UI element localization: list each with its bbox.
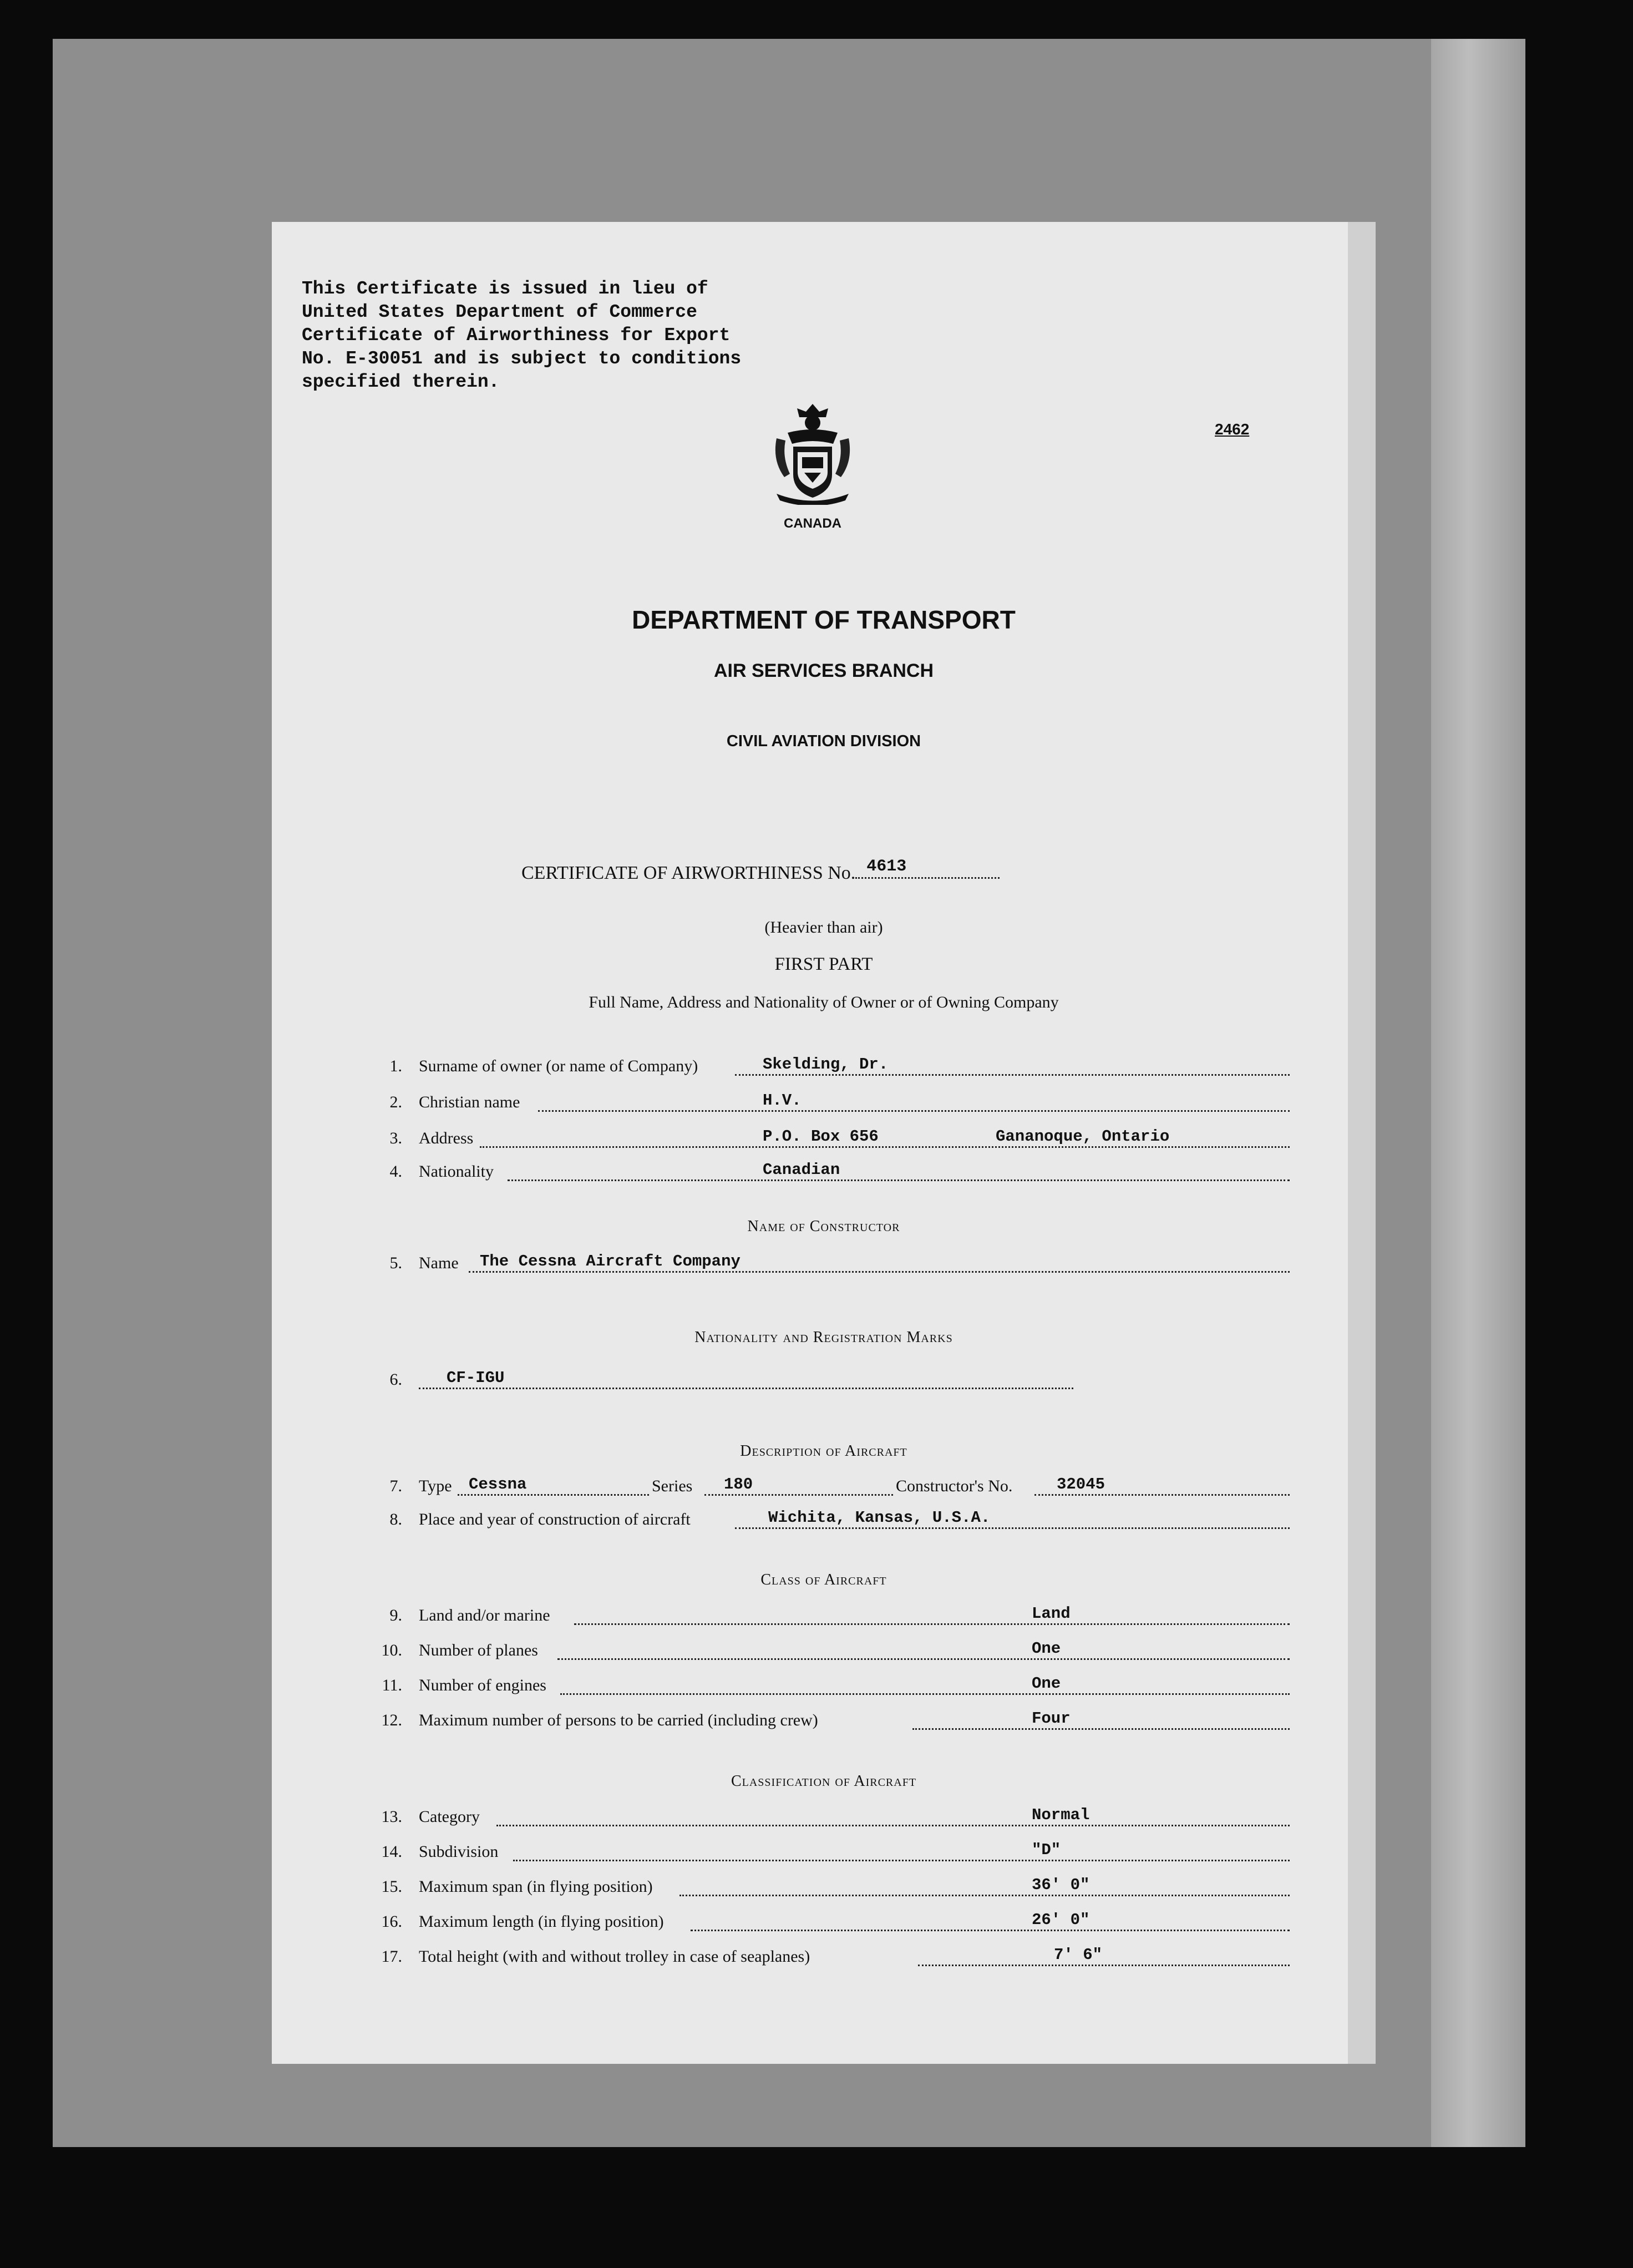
- paper-fold-edge: [1348, 222, 1376, 2064]
- row-number: 15.: [381, 1877, 402, 1896]
- persons-value: Four: [1032, 1709, 1071, 1728]
- field-row-surname: [369, 1057, 1290, 1079]
- field-label: Constructor's No.: [896, 1477, 1013, 1495]
- field-label: Maximum number of persons to be carried (including crew): [419, 1711, 818, 1729]
- christian-name-value: H.V.: [763, 1091, 802, 1110]
- registration-marks-value: CF-IGU: [447, 1369, 505, 1387]
- crest-label: CANADA: [784, 516, 841, 531]
- note-line: United States Department of Commerce: [302, 302, 697, 322]
- row-number: 5.: [389, 1254, 402, 1272]
- heavier-than-air: (Heavier than air): [764, 918, 883, 936]
- field-label: Surname of owner (or name of Company): [419, 1057, 698, 1075]
- planes-value: One: [1032, 1639, 1061, 1658]
- row-number: 17.: [381, 1947, 402, 1966]
- row-number: 1.: [389, 1057, 402, 1075]
- row-number: 16.: [381, 1912, 402, 1931]
- row-number: 6.: [389, 1370, 402, 1389]
- field-label: Land and/or marine: [419, 1606, 550, 1624]
- field-label: Series: [652, 1477, 693, 1495]
- field-label: Number of engines: [419, 1676, 546, 1694]
- row-number: 9.: [389, 1606, 402, 1624]
- field-label: Total height (with and without trolley in case of seaplanes): [419, 1947, 810, 1966]
- field-label: Place and year of construction of aircraft: [419, 1510, 691, 1528]
- section-registration: Nationality and Registration Marks: [694, 1329, 953, 1346]
- span-value: 36' 0": [1032, 1876, 1090, 1894]
- typed-note: [302, 277, 823, 394]
- field-row-subdivision: [369, 1842, 1290, 1865]
- section-description: Description of Aircraft: [740, 1442, 907, 1460]
- field-label: Subdivision: [419, 1842, 499, 1861]
- field-row-length: [369, 1912, 1290, 1935]
- nationality-value: Canadian: [763, 1161, 840, 1179]
- field-row-span: [369, 1877, 1290, 1900]
- section-constructor: Name of Constructor: [747, 1218, 900, 1235]
- field-row-address: [369, 1129, 1290, 1151]
- field-label: Maximum span (in flying position): [419, 1877, 653, 1896]
- height-value: 7' 6": [1054, 1946, 1103, 1964]
- field-row-type: [369, 1477, 1290, 1499]
- note-line: specified therein.: [302, 372, 500, 392]
- field-label: Maximum length (in flying position): [419, 1912, 664, 1931]
- section-class: Class of Aircraft: [760, 1571, 887, 1588]
- place-value: Wichita, Kansas, U.S.A.: [768, 1508, 991, 1527]
- row-number: 10.: [381, 1641, 402, 1659]
- row-number: 7.: [389, 1477, 402, 1495]
- row-number: 2.: [389, 1093, 402, 1111]
- row-number: 13.: [381, 1808, 402, 1826]
- certificate-page: [272, 222, 1376, 2064]
- certificate-number: 4613: [866, 857, 907, 876]
- subdivision-value: "D": [1032, 1841, 1061, 1859]
- note-line: Certificate of Airworthiness for Export: [302, 325, 731, 346]
- engines-value: One: [1032, 1674, 1061, 1693]
- category-value: Normal: [1032, 1806, 1090, 1824]
- length-value: 26' 0": [1032, 1911, 1090, 1929]
- note-line: No. E-30051 and is subject to conditions: [302, 348, 742, 369]
- page-number: 2462: [1215, 421, 1250, 438]
- type-value: Cessna: [469, 1475, 527, 1494]
- row-number: 11.: [382, 1676, 402, 1694]
- field-label: Address: [419, 1129, 474, 1147]
- row-number: 4.: [389, 1162, 402, 1181]
- field-row-nationality: [369, 1162, 1290, 1184]
- address-city-value: Gananoque, Ontario: [996, 1127, 1170, 1146]
- field-row-constructor-name: [369, 1254, 1290, 1276]
- row-number: 3.: [389, 1129, 402, 1147]
- field-row-land-marine: [369, 1606, 1290, 1628]
- field-row-planes: [369, 1641, 1290, 1663]
- field-label: Category: [419, 1808, 480, 1826]
- constructor-number-value: 32045: [1057, 1475, 1105, 1494]
- certificate-label: CERTIFICATE OF AIRWORTHINESS No.: [521, 863, 856, 883]
- field-row-engines: [369, 1676, 1290, 1698]
- row-number: 12.: [381, 1711, 402, 1729]
- land-marine-value: Land: [1032, 1604, 1071, 1623]
- surname-value: Skelding, Dr.: [763, 1055, 889, 1074]
- note-line: This Certificate is issued in lieu of: [302, 279, 708, 299]
- row-number: 14.: [381, 1842, 402, 1861]
- field-label: Number of planes: [419, 1641, 538, 1659]
- owner-heading: Full Name, Address and Nationality of Owner or of Owning Company: [589, 993, 1059, 1011]
- mount-board-edge: [1431, 39, 1525, 2147]
- series-value: 180: [724, 1475, 753, 1494]
- field-row-place: [369, 1510, 1290, 1532]
- field-row-persons: [369, 1711, 1290, 1733]
- field-row-registration: [369, 1370, 1290, 1393]
- field-label: Name: [419, 1254, 459, 1272]
- field-label: Christian name: [419, 1093, 520, 1111]
- field-label: Nationality: [419, 1162, 494, 1181]
- branch-title: AIR SERVICES BRANCH: [713, 660, 934, 681]
- address-po-value: P.O. Box 656: [763, 1127, 879, 1146]
- field-row-height: [369, 1947, 1290, 1970]
- constructor-name-value: The Cessna Aircraft Company: [480, 1252, 741, 1270]
- department-title: DEPARTMENT OF TRANSPORT: [632, 605, 1016, 634]
- canada-crest-icon: [765, 399, 860, 505]
- section-classification: Classification of Aircraft: [731, 1773, 917, 1790]
- field-row-category: [369, 1808, 1290, 1830]
- division-title: CIVIL AVIATION DIVISION: [726, 732, 921, 750]
- row-number: 8.: [389, 1510, 402, 1528]
- field-label: Type: [419, 1477, 452, 1495]
- certificate-number-line: [521, 857, 1000, 884]
- field-row-christian-name: [369, 1093, 1290, 1115]
- first-part-heading: FIRST PART: [774, 954, 873, 974]
